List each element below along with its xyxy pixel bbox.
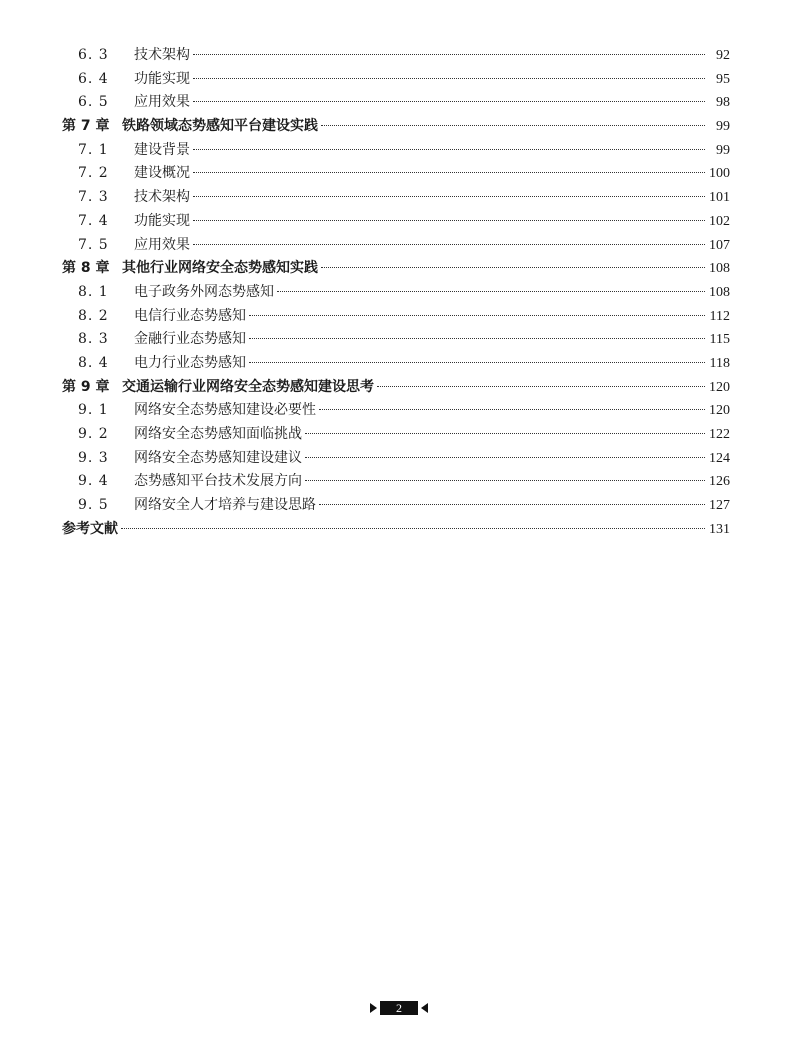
toc-entry-page: 115 <box>709 332 730 348</box>
toc-entry-title: 建设概况 <box>134 165 190 182</box>
toc-entry-title: 应用效果 <box>134 94 190 111</box>
toc-entry-number: 8. 2 <box>78 307 109 324</box>
toc-entry-page: 112 <box>709 308 730 324</box>
toc-leader-dots <box>249 362 705 363</box>
toc-leader-dots <box>193 149 705 150</box>
toc-chapter-title: 其他行业网络安全态势感知实践 <box>122 260 318 277</box>
toc-entry-page: 118 <box>709 355 730 371</box>
toc-entry-page: 126 <box>709 474 730 490</box>
toc-entry[interactable] <box>62 234 730 258</box>
toc-leader-dots <box>321 125 705 126</box>
toc-entry[interactable] <box>62 186 730 210</box>
toc-entry[interactable] <box>62 447 730 471</box>
toc-entry[interactable] <box>62 470 730 494</box>
toc-chapter[interactable] <box>62 257 730 281</box>
toc-leader-dots <box>377 386 705 387</box>
toc-entry-number: 7. 4 <box>78 212 109 229</box>
toc-leader-dots <box>193 101 705 102</box>
toc-entry[interactable] <box>62 328 730 352</box>
toc-entry-page: 108 <box>709 284 730 300</box>
toc-entry-page: 107 <box>709 237 730 253</box>
toc-chapter-title: 交通运输行业网络安全态势感知建设思考 <box>122 378 374 395</box>
toc-leader-dots <box>193 54 705 55</box>
toc-entry[interactable] <box>62 139 730 163</box>
toc-entry-title: 电信行业态势感知 <box>134 307 246 324</box>
toc-entry-number: 6. 3 <box>78 47 109 63</box>
toc-chapter-number: 第 9 章 <box>62 378 110 395</box>
toc-leader-dots <box>249 338 705 339</box>
toc-entry-number: 9. 5 <box>78 497 109 514</box>
toc-entry-title: 网络安全态势感知建设必要性 <box>134 402 316 419</box>
toc-references-page: 131 <box>709 521 730 537</box>
toc-leader-dots <box>121 528 705 529</box>
toc-entry-number: 8. 1 <box>78 283 109 300</box>
toc-leader-dots <box>193 172 705 173</box>
toc-entry-title: 态势感知平台技术发展方向 <box>134 473 302 490</box>
toc-entry-title: 网络安全态势感知建设建议 <box>134 449 302 466</box>
toc-leader-dots <box>321 267 705 268</box>
toc-entry[interactable] <box>62 44 730 68</box>
toc-entry-page: 120 <box>709 403 730 419</box>
toc-entry-title: 电子政务外网态势感知 <box>134 283 274 300</box>
toc-leader-dots <box>319 504 705 505</box>
toc-entry-number: 9. 3 <box>78 449 109 466</box>
toc-entry[interactable] <box>62 68 730 92</box>
toc-leader-dots <box>193 196 705 197</box>
triangle-right-icon <box>370 1003 377 1013</box>
toc-entry-title: 技术架构 <box>134 47 190 63</box>
toc-entry-number: 8. 3 <box>78 331 109 348</box>
toc-entry-number: 7. 5 <box>78 236 109 253</box>
toc-entry-title: 技术架构 <box>134 189 190 206</box>
toc-entry-title: 功能实现 <box>134 70 190 87</box>
toc-leader-dots <box>193 78 705 79</box>
toc-entry-number: 6. 4 <box>78 70 109 87</box>
toc-entry[interactable] <box>62 423 730 447</box>
toc-chapter-page: 99 <box>716 119 730 135</box>
toc-leader-dots <box>249 315 705 316</box>
toc-entry-title: 电力行业态势感知 <box>134 354 246 371</box>
toc-entry-title: 功能实现 <box>134 212 190 229</box>
toc-leader-dots <box>193 220 705 221</box>
toc-entry-title: 网络安全态势感知面临挑战 <box>134 426 302 442</box>
toc-entry-number: 9. 4 <box>78 473 109 490</box>
toc-chapter[interactable] <box>62 376 730 400</box>
toc-leader-dots <box>305 480 705 481</box>
toc-entry-number: 6. 5 <box>78 94 109 111</box>
toc-entry[interactable] <box>62 91 730 115</box>
toc-leader-dots <box>305 433 705 434</box>
toc-entry-title: 金融行业态势感知 <box>134 331 246 348</box>
toc-references[interactable] <box>62 518 730 542</box>
toc-entry-page: 102 <box>709 213 730 229</box>
toc-chapter-page: 108 <box>709 261 730 277</box>
toc-references-title: 参考文献 <box>62 520 118 537</box>
toc-entry-page: 122 <box>709 427 730 442</box>
toc-entry-page: 100 <box>709 166 730 182</box>
toc-leader-dots <box>305 457 705 458</box>
toc-entry-title: 建设背景 <box>134 141 190 158</box>
page-number: 2 <box>380 1001 418 1015</box>
toc-chapter-number: 第 8 章 <box>62 260 110 277</box>
toc-entry[interactable] <box>62 162 730 186</box>
toc-entry-page: 101 <box>709 190 730 206</box>
toc-entry-page: 95 <box>716 71 730 87</box>
toc-entry-page: 92 <box>716 48 730 63</box>
toc-leader-dots <box>319 409 705 410</box>
toc-entry[interactable] <box>62 494 730 518</box>
toc-entry-number: 9. 2 <box>78 426 109 442</box>
toc-entry-number: 7. 1 <box>78 141 109 158</box>
toc-leader-dots <box>193 244 705 245</box>
toc-entry[interactable] <box>62 210 730 234</box>
toc-entry-number: 7. 2 <box>78 165 109 182</box>
toc-entry-page: 98 <box>716 95 730 111</box>
toc-chapter-number: 第 7 章 <box>62 118 110 135</box>
toc-chapter-title: 铁路领域态势感知平台建设实践 <box>122 118 318 135</box>
toc-chapter[interactable] <box>62 115 730 139</box>
toc-entry[interactable] <box>62 399 730 423</box>
toc-entry-number: 7. 3 <box>78 189 109 206</box>
toc-entry-page: 127 <box>709 498 730 514</box>
triangle-left-icon <box>421 1003 428 1013</box>
toc-entry-page: 124 <box>709 450 730 466</box>
toc-entry[interactable] <box>62 281 730 305</box>
toc-entry[interactable] <box>62 352 730 376</box>
toc-entry-title: 网络安全人才培养与建设思路 <box>134 497 316 514</box>
table-of-contents <box>62 44 730 541</box>
toc-entry-page: 99 <box>716 142 730 158</box>
toc-entry-title: 应用效果 <box>134 236 190 253</box>
toc-entry-number: 8. 4 <box>78 354 109 371</box>
toc-entry[interactable] <box>62 305 730 329</box>
toc-leader-dots <box>277 291 705 292</box>
toc-entry-number: 9. 1 <box>78 402 109 419</box>
toc-chapter-page: 120 <box>709 379 730 395</box>
page-footer <box>370 1001 428 1015</box>
